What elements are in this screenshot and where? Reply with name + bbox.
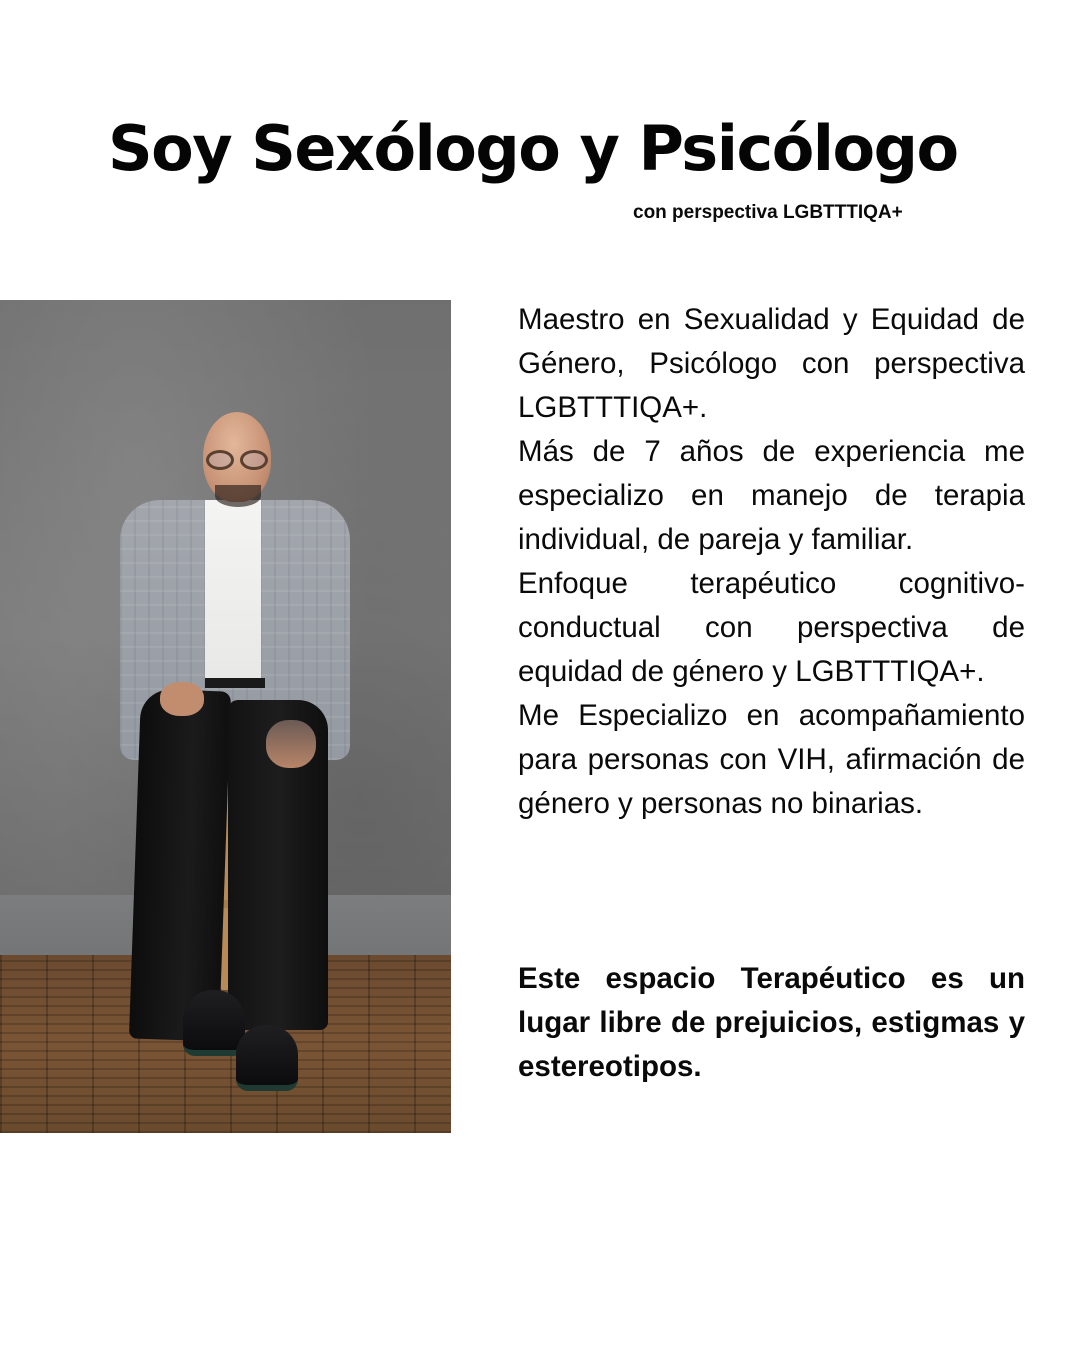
page-subtitle: con perspectiva LGBTTTIQA+ (633, 202, 903, 223)
right-hand (266, 720, 316, 768)
bio-text (518, 298, 1025, 826)
belt (205, 678, 265, 688)
right-boot (236, 1025, 298, 1091)
left-hand (160, 682, 204, 716)
bio-paragraph: Más de 7 años de experiencia me especializo en manejo de terapia individual, de pareja y familiar. (518, 435, 1025, 556)
trousers-left-leg (129, 689, 231, 1042)
glasses (202, 450, 272, 470)
portrait-photo (0, 300, 451, 1133)
beard (215, 485, 261, 507)
closing-statement: Este espacio Terapéutico es un lugar libre de prejuicios, estigmas y estereotipos. (518, 962, 1025, 1083)
left-boot (183, 990, 245, 1056)
bio-paragraph: Me Especializo en acompañamiento para personas con VIH, afirmación de género y personas no binarias. (518, 699, 1025, 820)
bio-paragraph: Maestro en Sexualidad y Equidad de Género, Psicólogo con perspectiva LGBTTTIQA+. (518, 303, 1025, 424)
page-title: Soy Sexólogo y Psicólogo (108, 112, 958, 185)
bio-paragraph: Enfoque terapéutico cognitivo-conductual con perspectiva de equidad de género y LGBTTTIQA+. (518, 567, 1025, 688)
white-shirt (205, 500, 261, 680)
